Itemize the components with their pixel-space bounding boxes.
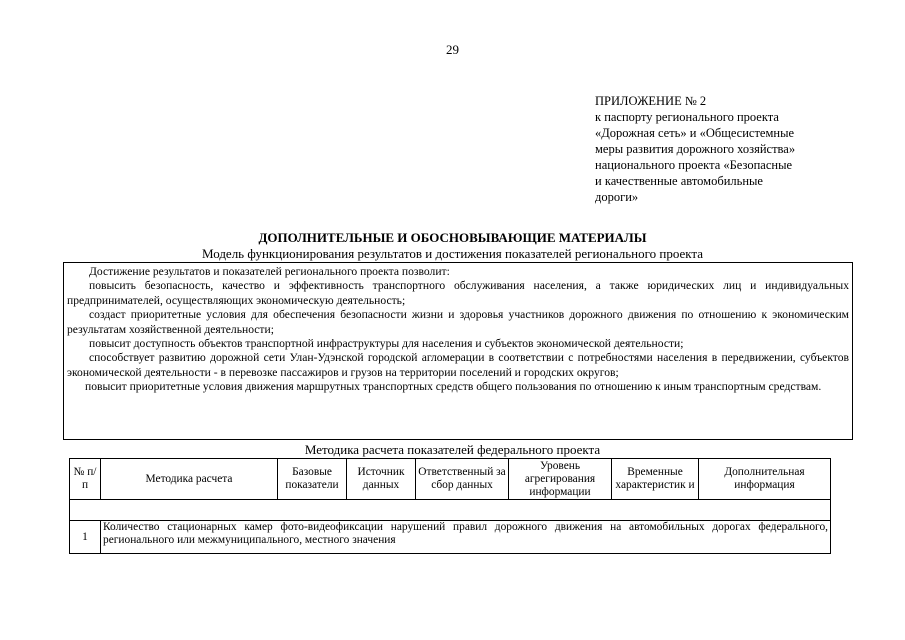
appendix-line: к паспорту регионального проекта — [595, 110, 779, 124]
textbox-paragraph: повысить безопасность, качество и эффективность транспортного обслуживания населения, а также юридических лиц и индивидуальных предпринимателей, осуществляющих экономическую деятельность; — [67, 279, 849, 307]
appendix-note — [595, 93, 855, 205]
textbox-paragraph: повысит приоритетные условия движения маршрутных транспортных средств общего пользования по отношению к иным транспортным средствам. — [85, 380, 822, 394]
appendix-line: и качественные автомобильные — [595, 174, 763, 188]
model-subtitle: Модель функционирования результатов и достижения показателей регионального проекта — [201, 246, 704, 261]
header-additional-info: Дополнительная информация — [699, 459, 831, 500]
appendix-line: национального проекта «Безопасные — [595, 158, 793, 172]
appendix-line: меры развития дорожного хозяйства» — [595, 142, 796, 156]
appendix-line: ПРИЛОЖЕНИЕ № 2 — [595, 94, 707, 108]
header-number: № п/п — [70, 459, 101, 500]
header-data-source: Источник данных — [347, 459, 416, 500]
header-responsible: Ответственный за сбор данных — [416, 459, 509, 500]
document-title: ДОПОЛНИТЕЛЬНЫЕ И ОБОСНОВЫВАЮЩИЕ МАТЕРИАЛЫ — [258, 230, 647, 245]
row-number: 1 — [70, 521, 101, 554]
page-number: 29 — [446, 42, 459, 57]
header-aggregation-level: Уровень агрегирования информации — [509, 459, 612, 500]
table-spacer-row — [70, 500, 831, 521]
table-row — [70, 521, 831, 554]
appendix-line: дороги» — [595, 190, 639, 204]
textbox-paragraph: создаст приоритетные условия для обеспечения безопасности жизни и здоровья участников дорожного движения по отношению к экономическим результатам хозяйственной деятельности; — [67, 308, 849, 336]
textbox-paragraph: повысит доступность объектов транспортной инфраструктуры для населения и субъектов экономической деятельности; — [89, 337, 684, 351]
results-textbox — [63, 262, 853, 440]
textbox-paragraph: способствует развитию дорожной сети Улан-Удэнской городской агломерации в соответствии с потребностями населения в передвижении, субъектов экономической деятельности - в перевозке пассажиров и грузов на территории поселений и городских округов; — [67, 351, 849, 379]
header-time-characteristics: Временные характеристик и — [612, 459, 699, 500]
methods-title: Методика расчета показателей федерального проекта — [304, 442, 601, 457]
header-base-indicators: Базовые показатели — [278, 459, 347, 500]
appendix-line: «Дорожная сеть» и «Общесистемные — [595, 126, 795, 140]
table-header-row — [70, 459, 831, 500]
textbox-paragraph: Достижение результатов и показателей регионального проекта позволит: — [89, 265, 450, 278]
header-method: Методика расчета — [101, 459, 278, 500]
row-method-text: Количество стационарных камер фото-видеофиксации нарушений правил дорожного движения на автомобильных дорогах федерального, регионального или межмуниципального, местного значения — [101, 521, 831, 554]
methods-table — [69, 458, 831, 554]
